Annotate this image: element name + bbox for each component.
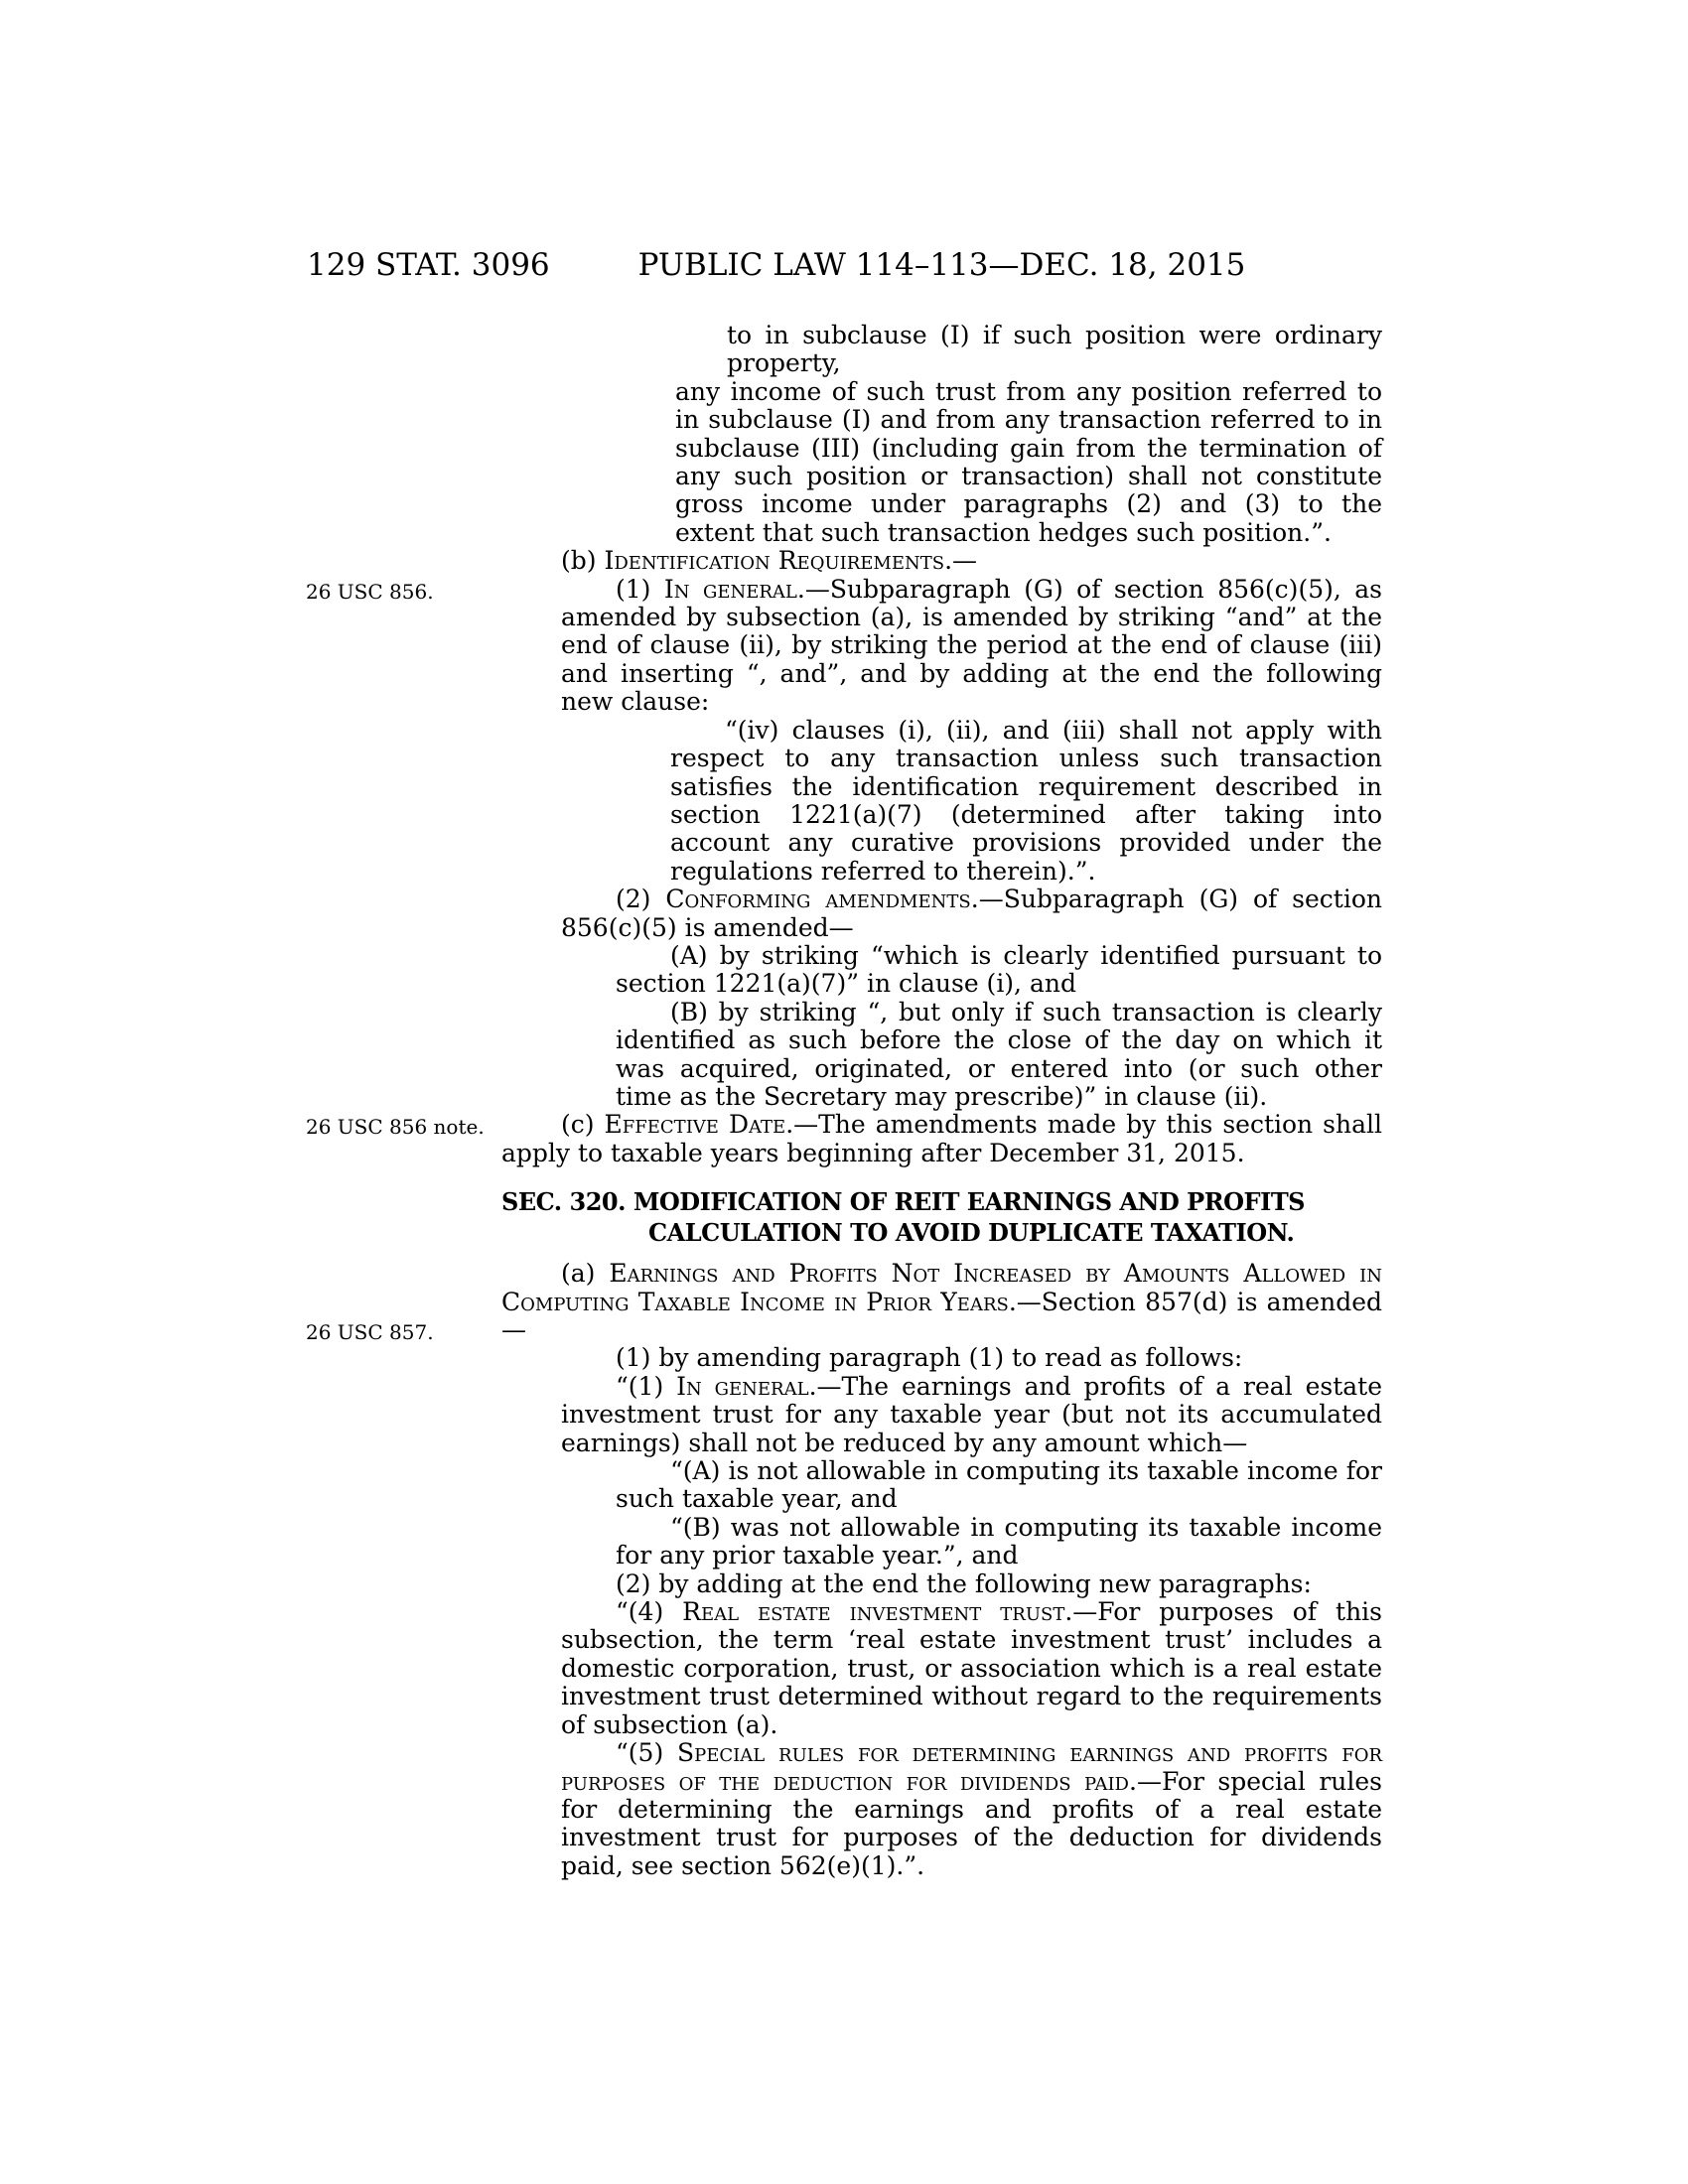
paragraph-b1	[306, 574, 1382, 717]
text-segment: “(1)	[616, 1371, 677, 1401]
text-segment: “(5)	[616, 1738, 678, 1768]
text-segment: (1) by amending paragraph (1) to read as follows:	[616, 1343, 1243, 1373]
text-segment: (c)	[561, 1110, 605, 1140]
text-segment: (2) by adding at the end the following new paragraphs:	[616, 1569, 1312, 1598]
quoted-subparagraph-b	[616, 1514, 1382, 1570]
text-segment: .—Subparagraph (G) of section 856(c)(5), as amended by subsection (a), is amended by striking “and” at the end of clause (ii), by striking the period at the end of clause (iii) and inserting “, and”, and by adding at the end the following new clause:	[561, 574, 1382, 717]
page-content	[306, 321, 1383, 1880]
small-caps-text: Real estate investment trust	[682, 1597, 1065, 1627]
usc-margin-note: 26 USC 857.	[306, 1319, 434, 1344]
text-segment: SEC. 320. MODIFICATION OF REIT EARNINGS AND PROFITS CALCULATION TO AVOID DUPLICATE TAXATION.	[501, 1187, 1306, 1248]
text-segment: “(iv) clauses (i), (ii), and (iii) shall not apply with respect to any transaction unless such transaction satisfies the identification requirement described in section 1221(a)(7) (determined after taking into account any curative provisions provided under the regulations referred to therein).”.	[670, 715, 1382, 886]
usc-margin-note: 26 USC 856 note.	[306, 1115, 485, 1140]
subparagraph-a	[616, 942, 1382, 999]
paragraph-a1	[561, 1344, 1382, 1372]
subsection-b	[501, 547, 1382, 575]
text-segment: .—The amendments made by this section shall apply to taxable years beginning after December 31, 2015.	[501, 1110, 1383, 1167]
clause-iv	[670, 717, 1382, 886]
small-caps-text: Earnings and Profits Not Increased by Amounts Allowed in Computing Taxable Income in Prior Years	[501, 1259, 1383, 1316]
page-header	[0, 248, 1688, 288]
text-segment: (B) by striking “, but only if such transaction is clearly identified as such before the close of the day on which it was acquired, originated, or entered into (or such other time as the Secretary may prescribe)” in clause (ii).	[616, 997, 1382, 1111]
public-law-running-head: PUBLIC LAW 114–113—DEC. 18, 2015	[637, 247, 1246, 283]
text-segment: (2)	[616, 885, 666, 914]
section-320-heading	[501, 1186, 1382, 1248]
text-segment: “(A) is not allowable in computing its taxable income for such taxable year, and	[616, 1456, 1382, 1514]
text-segment: .—For special rules for determining the earnings and profits of a real estate investment trust for purposes of the deduction for dividends paid, see section 562(e)(1).”.	[561, 1766, 1382, 1880]
small-caps-text: Conforming amendments	[665, 885, 971, 914]
text-segment: any income of such trust from any position referred to in subclause (I) and from any transaction referred to in subclause (III) (including gain from the termination of any such position or transaction) shall not constitute gross income under paragraphs (2) and (3) to the extent that such transaction hedges such position.”.	[675, 376, 1382, 547]
quoted-paragraph-1-in-general	[561, 1373, 1382, 1457]
text-segment: .—The earnings and profits of a real estate investment trust for any taxable year (but not its accumulated earnings) shall not be reduced by any amount which—	[561, 1371, 1382, 1457]
usc-margin-note: 26 USC 856.	[306, 579, 434, 604]
subclause-continuation-fragment	[727, 322, 1382, 378]
small-caps-text: Effective Date	[604, 1110, 786, 1140]
small-caps-text: Identification Requirements	[604, 546, 945, 576]
paragraph-a2	[561, 1570, 1382, 1598]
small-caps-text: In general	[676, 1371, 809, 1401]
subparagraph-b	[616, 999, 1382, 1112]
text-segment: .—For purposes of this subsection, the term ‘real estate investment trust’ includes a domestic corporation, trust, or association which is a real estate investment trust determined without regard to the requirements of subsection (a).	[561, 1597, 1382, 1739]
subsection-a-earnings	[306, 1259, 1383, 1344]
quoted-subparagraph-a	[616, 1457, 1382, 1514]
text-segment: .—	[944, 546, 978, 576]
text-segment: “(B) was not allowable in computing its taxable income for any prior taxable year.”, and	[616, 1512, 1382, 1570]
text-segment: .—Subparagraph (G) of section 856(c)(5) is amended—	[561, 885, 1382, 942]
small-caps-text: In general	[663, 574, 797, 604]
text-segment: .—Section 857(d) is amended—	[501, 1287, 1382, 1344]
paragraph-b2	[561, 886, 1382, 942]
text-segment: to in subclause (I) if such position were ordinary property,	[727, 321, 1382, 378]
clause-continuation-fragment	[675, 378, 1382, 547]
text-segment: “(4)	[616, 1597, 683, 1627]
subsection-c-effective-date	[306, 1110, 1383, 1167]
text-segment: (A) by striking “which is clearly identified pursuant to section 1221(a)(7)” in clause (i), and	[616, 940, 1382, 999]
quoted-paragraph-4-reit	[561, 1598, 1382, 1739]
quoted-paragraph-5-special-rules	[561, 1739, 1382, 1880]
text-segment: (1)	[616, 574, 664, 604]
small-caps-text: Special rules for determining earnings and profits for purposes of the deduction for dividends paid	[561, 1738, 1383, 1796]
text-segment: (a)	[561, 1259, 610, 1289]
text-segment: (b)	[561, 546, 605, 576]
stat-page-number: 129 STAT. 3096	[307, 247, 550, 283]
